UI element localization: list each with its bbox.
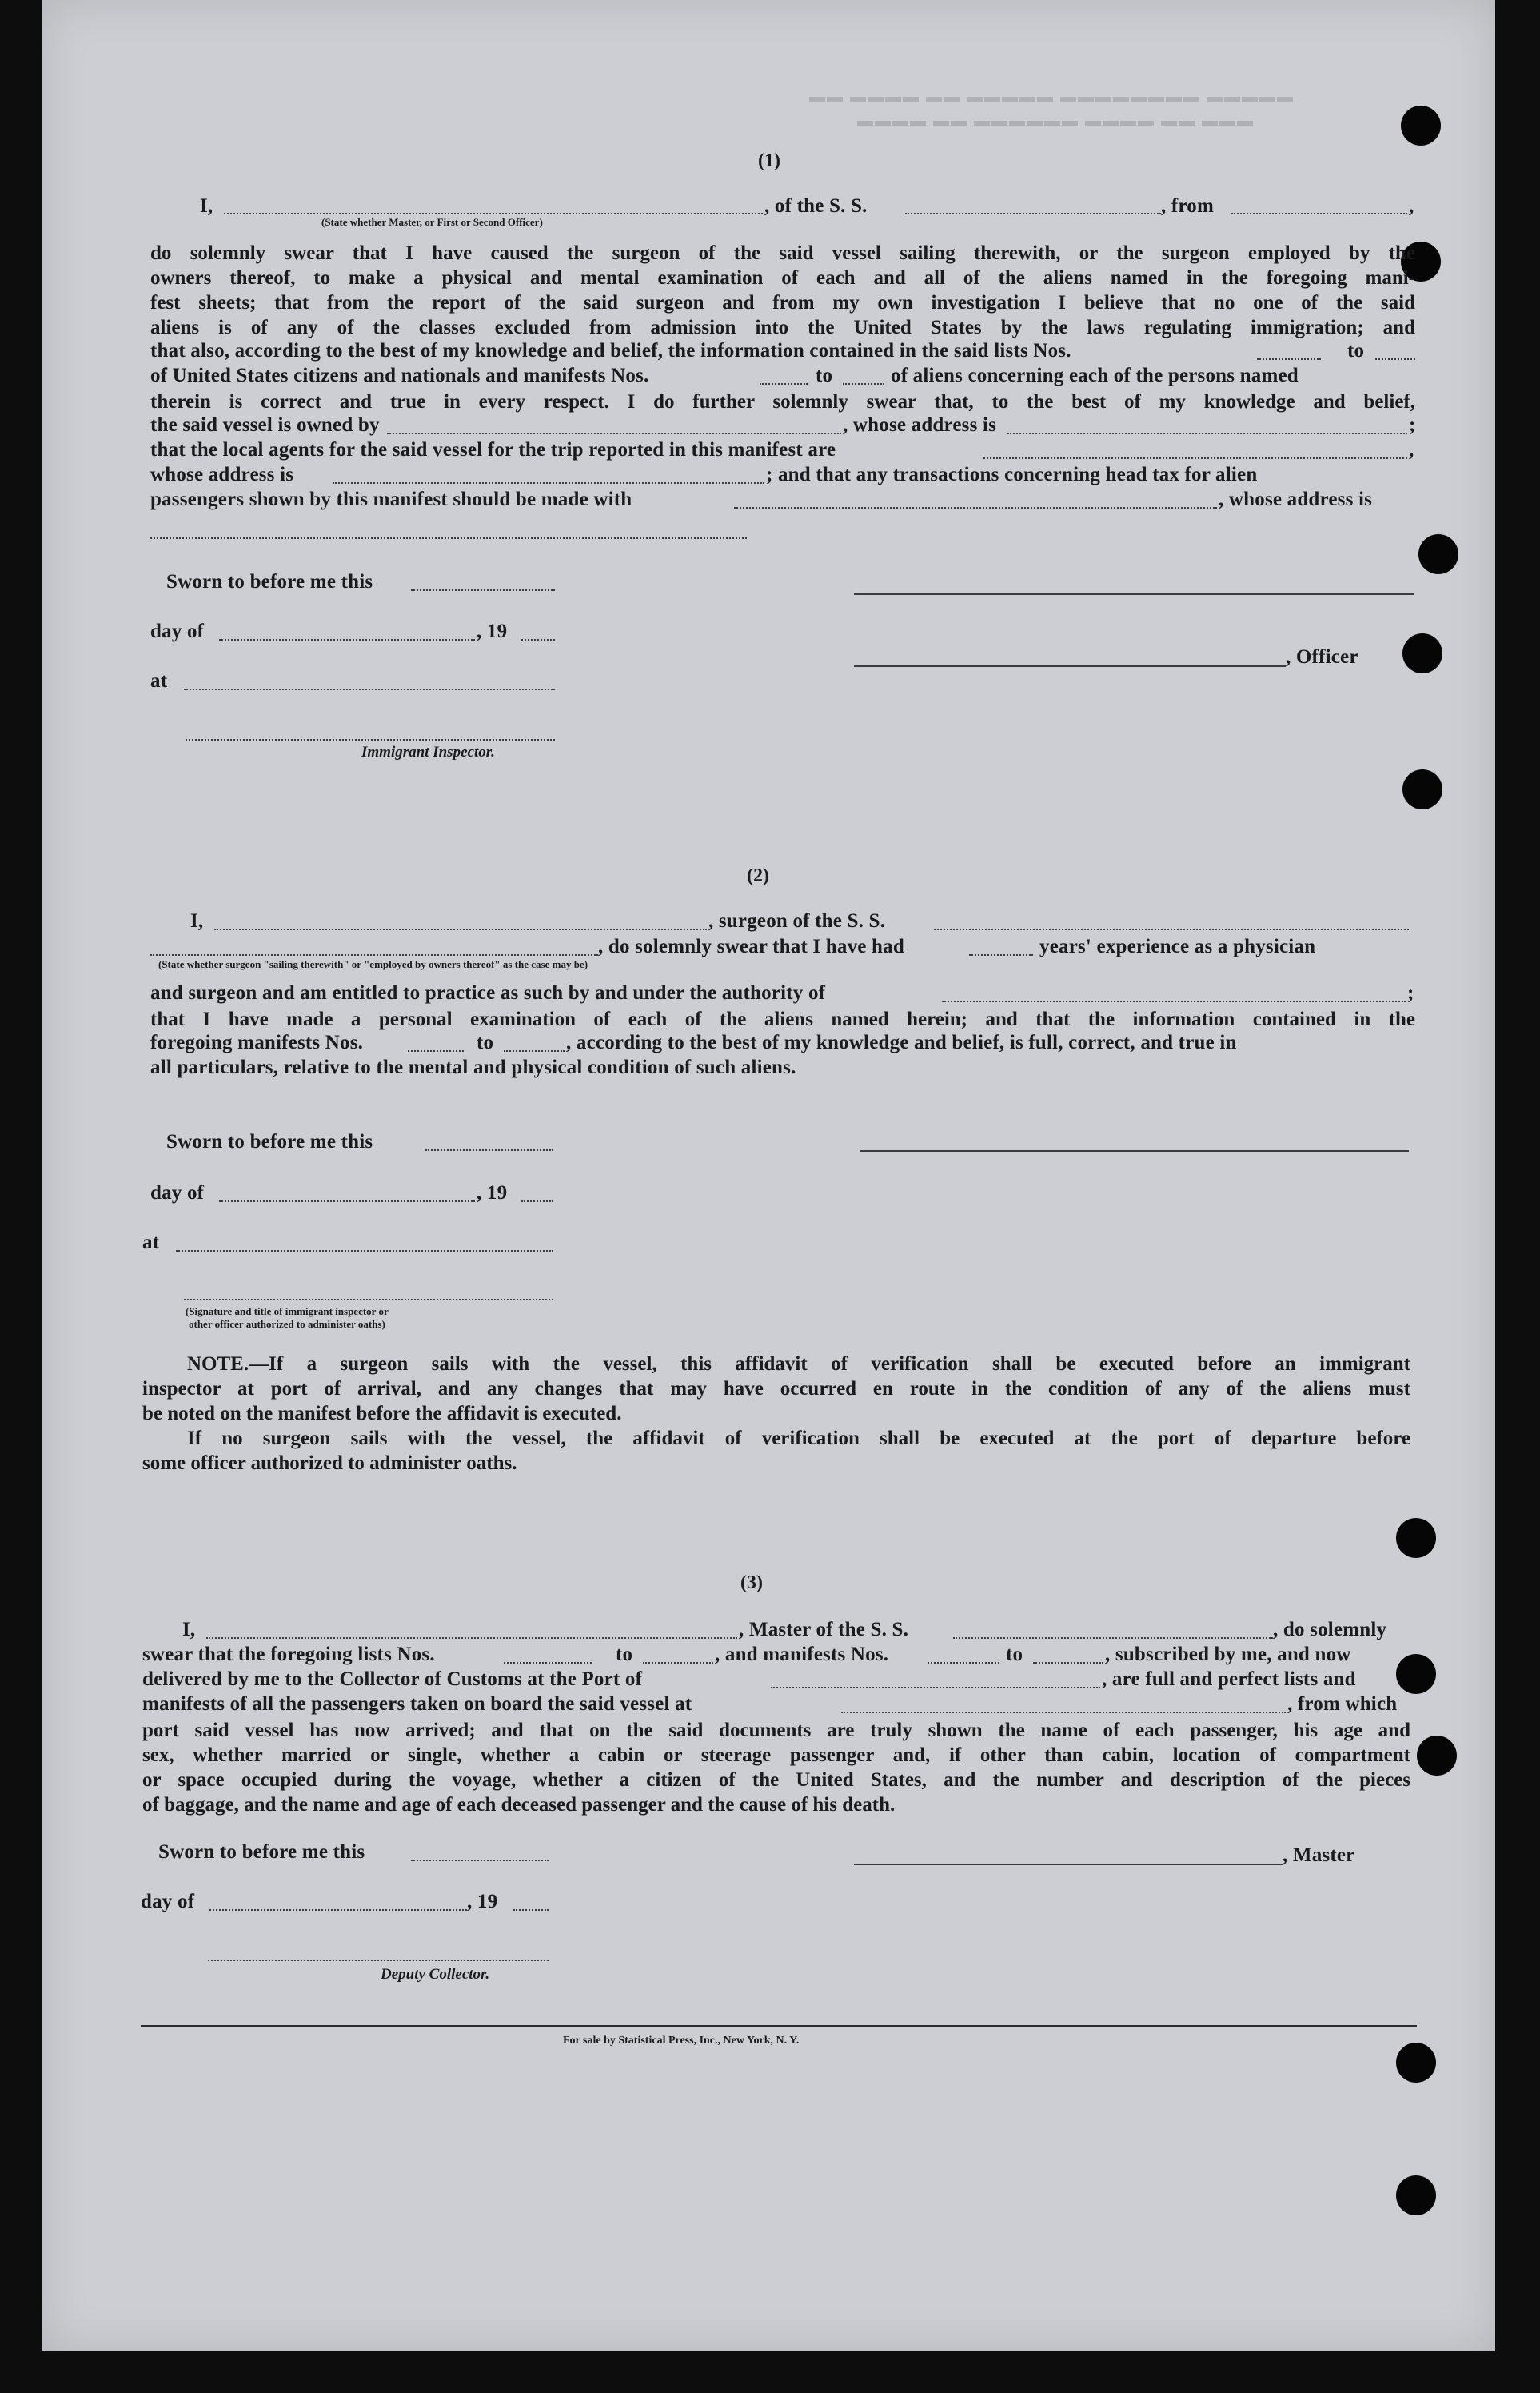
agents-address-field[interactable] (333, 482, 764, 484)
body-line: all particulars, relative to the mental and physical condition of such aliens. (150, 1057, 796, 1078)
year-field[interactable] (521, 639, 555, 641)
form-page (42, 0, 1495, 2351)
oath-pronoun: I, (182, 1619, 196, 1640)
semicolon: ; (1409, 414, 1416, 436)
note-line: NOTE.—If a surgeon sails with the vessel, this affidavit of verification shall be executed before an immigrant (187, 1353, 1410, 1375)
to-label: to (1347, 340, 1365, 362)
manifests-nos-text: foregoing manifests Nos. (150, 1032, 364, 1053)
month-field[interactable] (219, 1200, 475, 1202)
punch-hole (1402, 769, 1442, 809)
body-line: whose address is (150, 464, 294, 485)
manifests-to-field[interactable] (843, 383, 884, 385)
punch-hole (1396, 1518, 1436, 1558)
surgeon-of-ss-label: , surgeon of the S. S. (708, 910, 886, 932)
day-of-label: day of (141, 1891, 195, 1912)
section-2-body (150, 1007, 1415, 1032)
party-address-field[interactable] (150, 537, 747, 539)
year-prefix: , 19 (477, 621, 508, 642)
body-line: do solemnly swear that I have caused the surgeon of the said vessel sailing therewith, or the surgeon employed by the (150, 242, 1415, 264)
inspector-caption: Immigrant Inspector. (361, 744, 495, 761)
note-line: If no surgeon sails with the vessel, the affidavit of verification shall be executed at the port of departure before (187, 1428, 1410, 1449)
swear-text: , do solemnly swear that I have had (598, 936, 904, 957)
boarding-port-field[interactable] (841, 1712, 1286, 1713)
surgeon-name-field[interactable] (214, 929, 707, 930)
lists-from-field[interactable] (504, 1662, 592, 1664)
punch-hole (1396, 2175, 1436, 2215)
years-experience-field[interactable] (969, 954, 1033, 956)
printer-imprint: For sale by Statistical Press, Inc., New York, N. Y. (563, 2035, 800, 2047)
body-line: owners thereof, to make a physical and mental examination of each and all of the aliens named in the foregoing mani- (150, 267, 1415, 289)
lists-to-field[interactable] (1375, 358, 1415, 360)
vessel-name-field[interactable] (934, 929, 1409, 930)
master-signature-line[interactable] (854, 1864, 1283, 1865)
semicolon: ; (1407, 982, 1414, 1004)
vessel-name-field[interactable] (905, 213, 1161, 214)
day-of-label: day of (150, 1182, 205, 1204)
section-2-number: (2) (747, 865, 769, 886)
manifests-text: manifests of all the passengers taken on board the said vessel at (142, 1693, 692, 1715)
month-field[interactable] (219, 639, 475, 641)
officer-signature-line[interactable] (854, 665, 1286, 667)
section-1-number: (1) (758, 150, 780, 171)
sworn-label: Sworn to before me this (166, 571, 373, 593)
authority-text: and surgeon and am entitled to practice as such by and under the authority of (150, 982, 826, 1004)
surgeon-caption: (State whether surgeon "sailing therewith" or "employed by owners thereof" as the case may be) (158, 958, 588, 970)
officer-caption: (State whether Master, or First or Second Officer) (321, 216, 543, 228)
oath-pronoun: I, (200, 195, 213, 217)
month-field[interactable] (209, 1909, 467, 1911)
subscribed-text: , subscribed by me, and now (1105, 1644, 1351, 1665)
head-tax-text: ; and that any transactions concerning head tax for alien (766, 464, 1258, 485)
body-line: port said vessel has now arrived; and that on the said documents are truly shown the name of each passenger, his age and (142, 1720, 1410, 1741)
punch-hole (1417, 1736, 1457, 1776)
to-label: to (477, 1032, 494, 1053)
body-line: that also, according to the best of my knowledge and belief, the information contained in the said lists Nos. (150, 340, 1071, 362)
year-prefix: , 19 (477, 1182, 508, 1204)
section-3-number: (3) (740, 1572, 763, 1593)
whose-address-label: , whose address is (843, 414, 997, 436)
from-label: , from (1161, 195, 1214, 217)
manifests-to-field[interactable] (504, 1050, 565, 1052)
punch-hole (1402, 633, 1442, 673)
lists-nos-text: swear that the foregoing lists Nos. (142, 1644, 435, 1665)
year-field[interactable] (521, 1200, 553, 1202)
year-field[interactable] (513, 1909, 549, 1911)
punch-hole (1418, 534, 1458, 574)
note-line: be noted on the manifest before the affidavit is executed. (142, 1403, 622, 1424)
to-label: to (616, 1644, 633, 1665)
manifests-from-field[interactable] (408, 1050, 464, 1052)
officer-label: , Officer (1286, 646, 1358, 668)
body-line: or space occupied during the voyage, whether a citizen of the United States, and the number and description of the pieces (142, 1769, 1410, 1791)
officer-signature-line[interactable] (184, 1299, 553, 1300)
master-of-ss-label: , Master of the S. S. (739, 1619, 909, 1640)
body-line: therein is correct and true in every respect. I do further solemnly swear that, to the best of my knowledge and belief, (150, 391, 1415, 413)
collector-signature-line[interactable] (208, 1960, 549, 1961)
from-which-text: , from which (1287, 1693, 1398, 1715)
of-ss-label: , of the S. S. (764, 195, 868, 217)
body-line: the said vessel is owned by (150, 414, 380, 436)
according-text: , according to the best of my knowledge and belief, is full, correct, and true in (566, 1032, 1237, 1053)
signature-caption: (Signature and title of immigrant inspector or (186, 1305, 389, 1317)
master-name-field[interactable] (206, 1637, 737, 1639)
manifests-from-field[interactable] (760, 383, 808, 385)
note-line: inspector at port of arrival, and any changes that may have occurred en route in the condition of any of the aliens must (142, 1378, 1410, 1400)
section-1-body (150, 241, 1415, 340)
note-block (142, 1352, 1410, 1476)
from-port-field[interactable] (1231, 213, 1407, 214)
at-label: at (150, 670, 168, 692)
year-prefix: , 19 (467, 1891, 498, 1912)
place-field[interactable] (176, 1250, 553, 1252)
body-line: sex, whether married or single, whether a cabin or steerage passenger and, if other than cabin, location of compartment (142, 1744, 1410, 1766)
manifests-to-field[interactable] (1033, 1662, 1103, 1664)
owner-address-field[interactable] (1007, 433, 1407, 434)
punch-hole (1401, 106, 1441, 146)
body-line: aliens is of any of the classes excluded from admission into the United States by the laws regulating immigration; and (150, 317, 1415, 338)
body-line: of baggage, and the name and age of each deceased passenger and the cause of his death. (142, 1794, 896, 1816)
aliens-concerning-text: of aliens concerning each of the persons named (891, 365, 1299, 386)
to-label: to (816, 365, 833, 386)
lists-from-field[interactable] (1257, 358, 1321, 360)
body-line: that I have made a personal examination of each of the aliens named herein; and that the information contained in the (150, 1009, 1415, 1030)
body-line: passengers shown by this manifest should be made with (150, 489, 632, 510)
collector-text: delivered by me to the Collector of Customs at the Port of (142, 1668, 643, 1690)
to-label: to (1006, 1644, 1023, 1665)
body-line: fest sheets; that from the report of the said surgeon and from my own investigation I believe that no one of the said (150, 292, 1415, 314)
surgeon-signature-line[interactable] (860, 1150, 1409, 1152)
officer-name-field[interactable] (224, 213, 763, 214)
sworn-label: Sworn to before me this (158, 1841, 365, 1863)
note-line: some officer authorized to administer oaths. (142, 1452, 517, 1474)
sworn-day-field[interactable] (411, 1860, 549, 1861)
section-1-body (150, 390, 1415, 414)
bleed-through-text: ▬▬ ▬▬▬▬ ▬▬ ▬▬▬▬▬ ▬▬▬▬▬▬▬▬ ▬▬▬▬▬ (809, 88, 1295, 106)
comma: , (1409, 195, 1414, 217)
surgeon-status-field[interactable] (150, 954, 598, 956)
comma: , (1409, 439, 1414, 461)
deputy-caption: Deputy Collector. (381, 1966, 490, 1983)
footer-rule (141, 2025, 1417, 2027)
master-signature-line[interactable] (854, 593, 1414, 595)
inspector-signature-line[interactable] (186, 739, 555, 741)
sworn-day-field[interactable] (411, 589, 555, 591)
transactions-party-field[interactable] (734, 507, 1217, 509)
manifests-from-field[interactable] (928, 1662, 999, 1664)
section-3-body (142, 1718, 1410, 1817)
port-field[interactable] (771, 1687, 1100, 1688)
owner-field[interactable] (387, 433, 841, 434)
punch-hole (1396, 2043, 1436, 2083)
perfect-lists-text: , are full and perfect lists and (1102, 1668, 1356, 1690)
local-agents-field[interactable] (983, 457, 1407, 459)
place-field[interactable] (184, 689, 555, 690)
oath-pronoun: I, (190, 910, 204, 932)
body-line: that the local agents for the said vessel for the trip reported in this manifest are (150, 439, 836, 461)
lists-to-field[interactable] (643, 1662, 713, 1664)
vessel-name-field[interactable] (953, 1637, 1273, 1639)
authority-field[interactable] (942, 1001, 1406, 1002)
swear-text: , do solemnly (1273, 1619, 1387, 1640)
sworn-day-field[interactable] (425, 1149, 553, 1151)
sworn-label: Sworn to before me this (166, 1131, 373, 1153)
manifests-nos-text: , and manifests Nos. (715, 1644, 889, 1665)
years-experience-text: years' experience as a physician (1039, 936, 1316, 957)
day-of-label: day of (150, 621, 205, 642)
signature-caption: other officer authorized to administer oaths) (189, 1318, 385, 1330)
master-label: , Master (1283, 1844, 1355, 1866)
bleed-through-text: ▬▬▬▬ ▬▬ ▬▬▬▬▬▬ ▬▬▬▬ ▬▬ ▬▬▬ (857, 112, 1255, 130)
punch-hole (1396, 1654, 1436, 1694)
body-line: of United States citizens and nationals and manifests Nos. (150, 365, 649, 386)
whose-address-label: , whose address is (1219, 489, 1373, 510)
at-label: at (142, 1232, 160, 1253)
